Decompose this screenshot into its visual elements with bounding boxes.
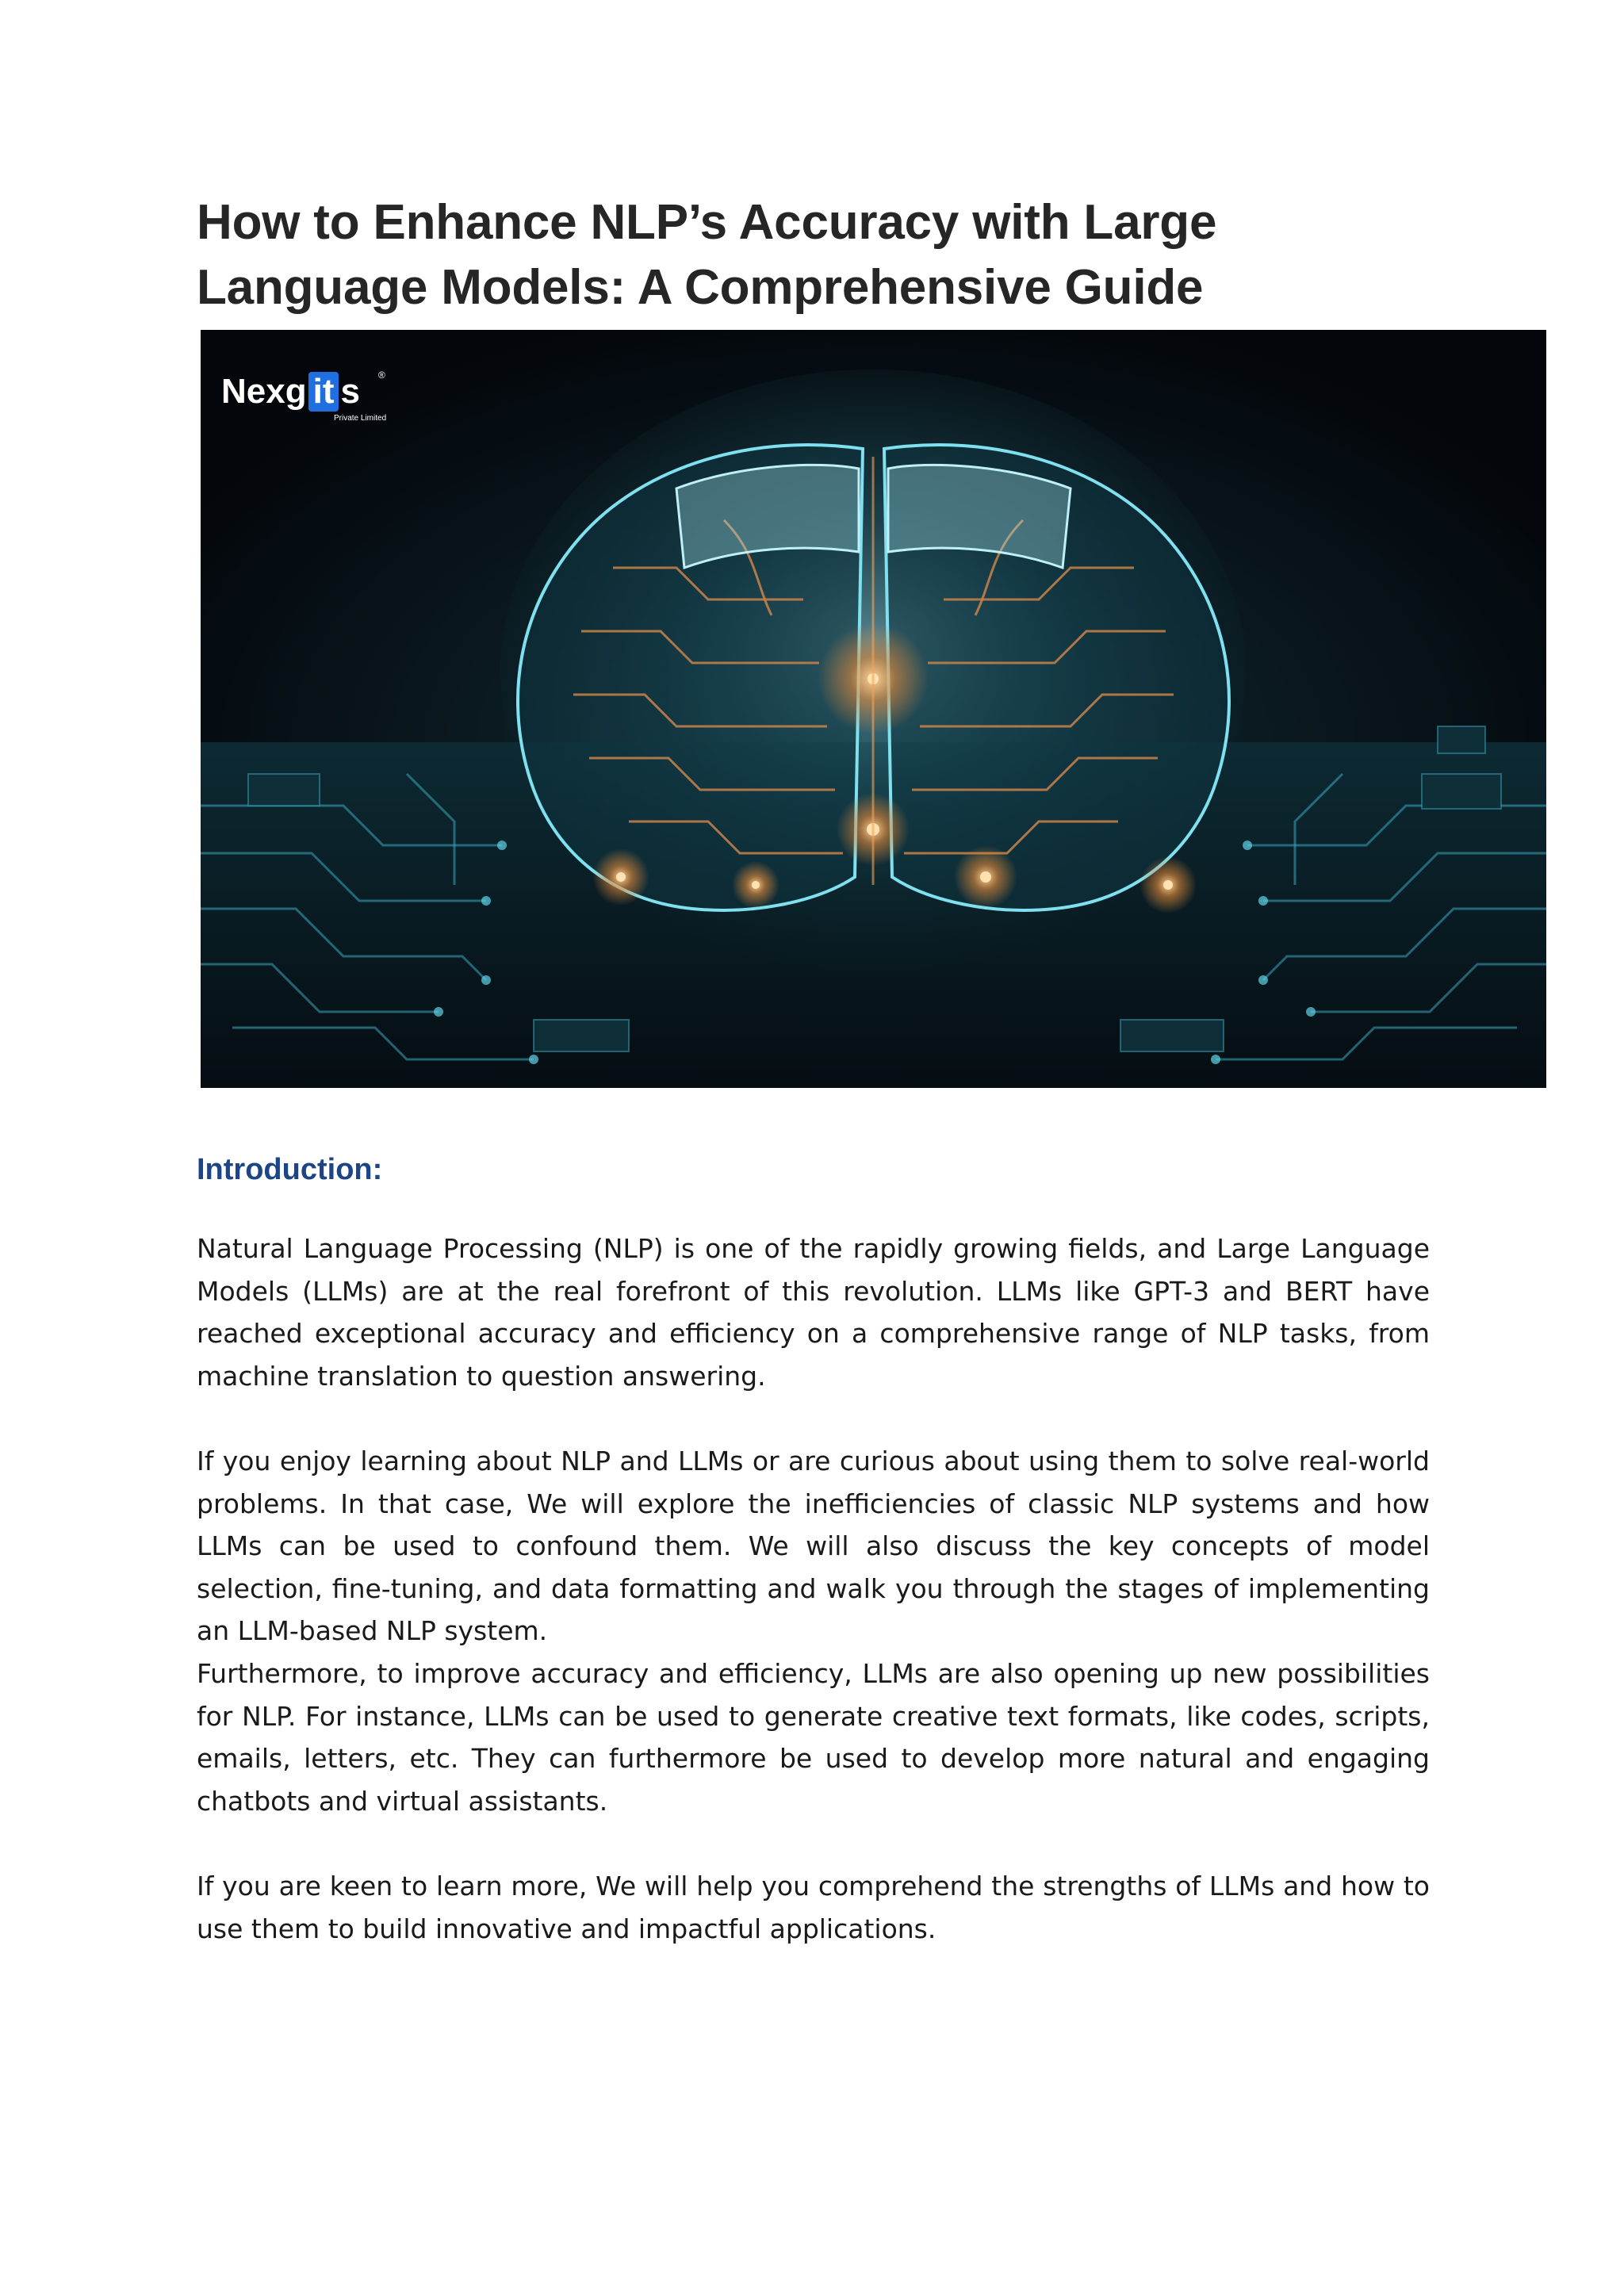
logo-text-before: Nexg — [221, 372, 307, 411]
logo-text-after: s — [340, 372, 360, 411]
intro-paragraph-3: Furthermore, to improve accuracy and efficiency, LLMs are also opening up new possibilities for NLP. For instance, LLMs can be used to generate creative text formats, like codes, scripts, emails, letters, etc. They can furthermore be used to develop more natural and engaging chatbots and virtual assistants. — [197, 1658, 1430, 1817]
intro-paragraph-4: If you are keen to learn more, We will help you comprehend the strengths of LLMs and how to use them to build innovative and impactful applications. — [197, 1871, 1430, 1944]
article-title — [197, 190, 1465, 320]
circuit-brain-illustration — [201, 330, 1546, 1088]
logo-wordmark — [221, 370, 360, 414]
intro-paragraph-2: If you enjoy learning about NLP and LLMs or are curious about using them to solve real-world problems. In that case, We will explore the inefficiencies of classic NLP systems and how LLMs can be used to confound them. We will also discuss the key concepts of model selection, fine-tuning, and data formatting and walk you through the stages of implementing an LLM-based NLP system. — [197, 1446, 1430, 1646]
nexgits-logo — [221, 370, 388, 433]
intro-paragraph-1: Natural Language Processing (NLP) is one of the rapidly growing fields, and Large Language Models (LLMs) are at the real forefront of this revolution. LLMs like GPT-3 and BERT have reached exceptional accuracy and efficiency on a comprehensive range of NLP tasks, from machine translation to question answering. — [197, 1233, 1430, 1392]
introduction-heading: Introduction: — [197, 1153, 383, 1186]
logo-subtitle: Private Limited — [334, 414, 387, 423]
article-title-line-2: Language Models: A Comprehensive Guide — [197, 260, 1204, 315]
logo-registered-mark: ® — [378, 370, 385, 381]
article-title-line-1: How to Enhance NLP’s Accuracy with Large — [197, 195, 1217, 250]
hero-image — [201, 330, 1546, 1088]
logo-text-box: it — [308, 372, 339, 412]
